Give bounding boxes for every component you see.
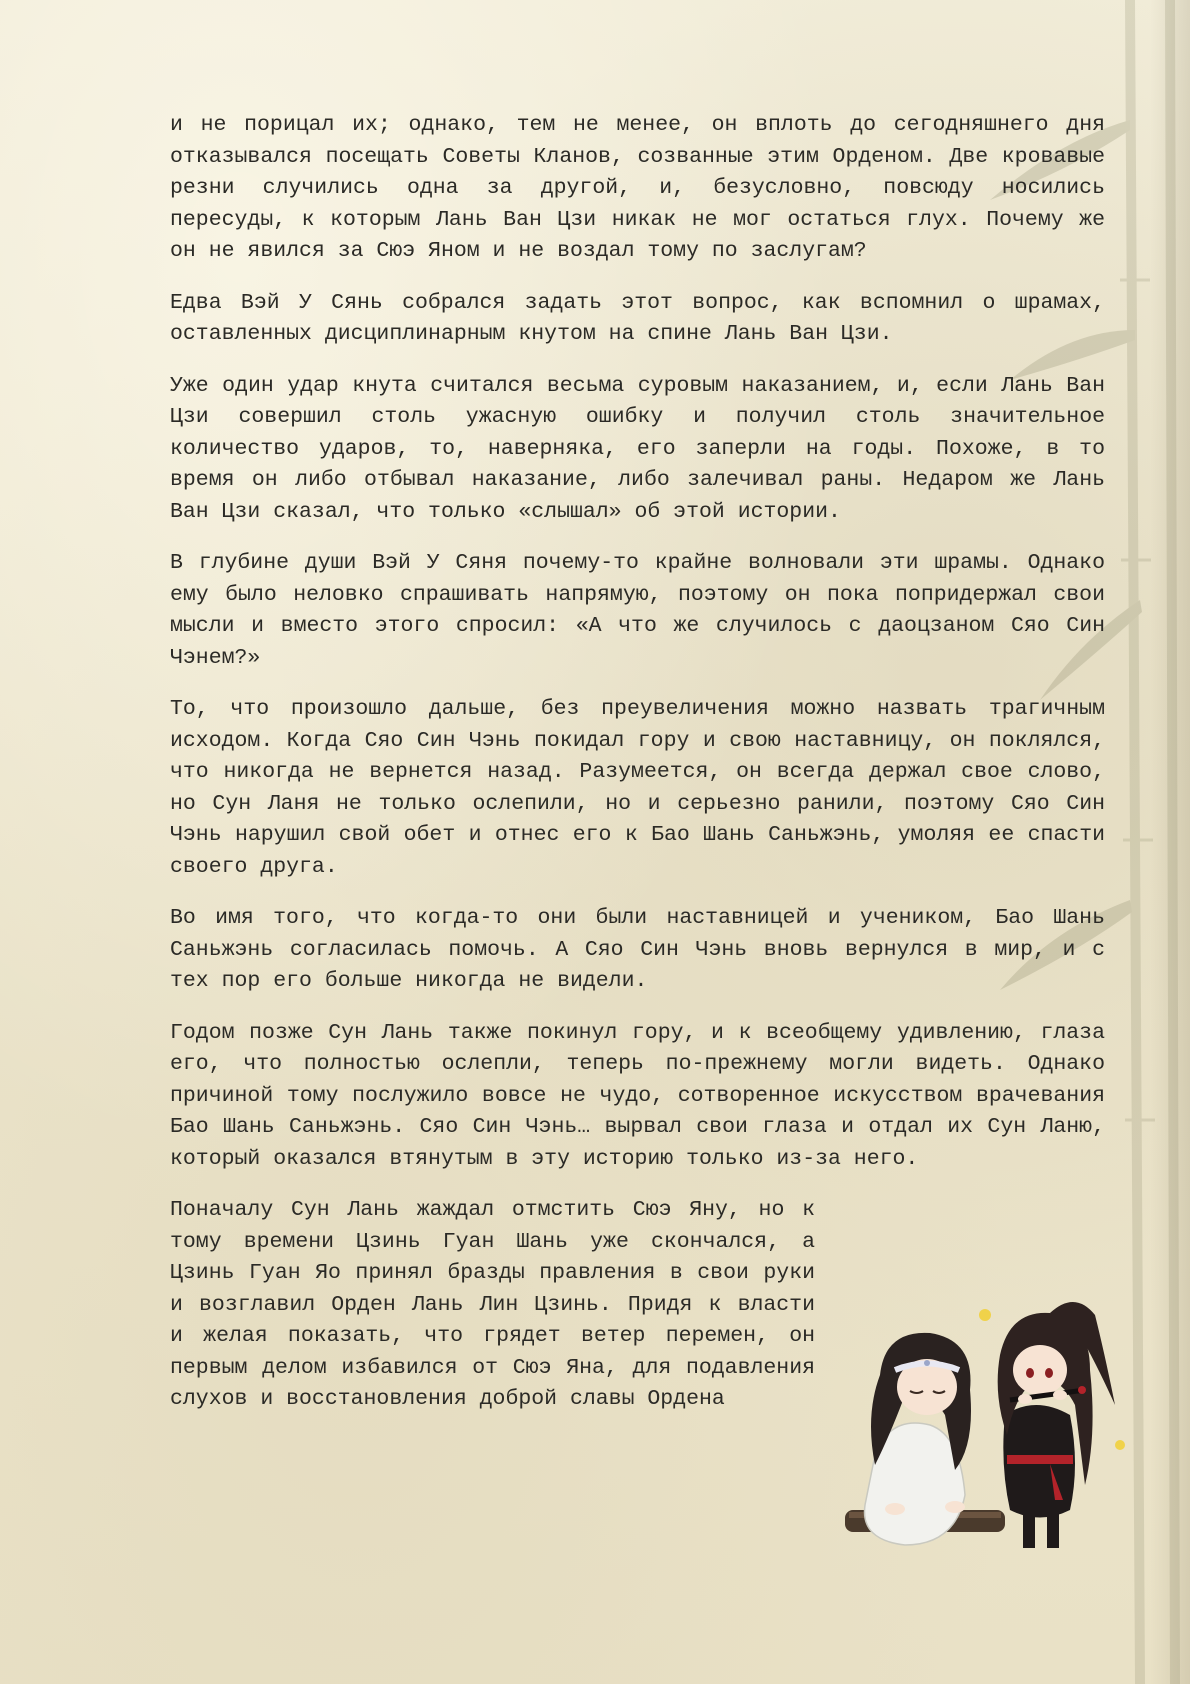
- chibi-characters-illustration: [835, 1295, 1145, 1565]
- book-text: [170, 110, 1105, 1416]
- paragraph-3: Уже один удар кнута считался весьма суровым наказанием, и, если Лань Ван Цзи совершил столь ужасную ошибку и получил столь значительное количество ударов, то, наверняка, его заперли на годы. Похоже, в то время он либо отбывал наказание, либо залечивал раны. Недаром же Лань Ван Цзи сказал, что только «слышал» об этой истории.: [170, 373, 1105, 524]
- paragraph-5: То, что произошло дальше, без преувеличения можно назвать трагичным исходом. Когда Сяо Син Чэнь покидал гору и свою наставницу, он поклялся, что никогда не вернется назад. Разумеется, он всегда держал свое слово, но Сун Ланя не только ослепили, но и серьезно ранили, поэтому Сяо Син Чэнь нарушил свой обет и отнес его к Бао Шань Саньжэнь, умоляя ее спасти своего друга.: [170, 697, 1105, 879]
- paragraph-6: Во имя того, что когда-то они были наставницей и учеником, Бао Шань Саньжэнь согласилась помочь. А Сяо Син Чэнь вновь вернулся в мир, и с тех пор его больше никогда не видели.: [170, 906, 1105, 993]
- paragraph-7: Годом позже Сун Лань также покинул гору, и к всеобщему удивлению, глаза его, что полностью ослепли, теперь по-прежнему могли видеть. Однако причиной тому послужило вовсе не чудо, сотворенное искусством врачевания Бао Шань Саньжэнь. Сяо Син Чэнь… вырвал свои глаза и отдал их Сун Ланю, который оказался втянутым в эту историю только из-за него.: [170, 1020, 1105, 1171]
- paragraph-1: и не порицал их; однако, тем не менее, он вплоть до сегодняшнего дня отказывался посещать Советы Кланов, созванные этим Орденом. Две кровавые резни случились одна за другой, и, безусловно, повсюду носились пересуды, к которым Лань Ван Цзи никак не мог остаться глух. Почему же он не явился за Сюэ Яном и не воздал тому по заслугам?: [170, 113, 1105, 263]
- paragraph-8: Поначалу Сун Лань жаждал отмстить Сюэ Яну, но к тому времени Цзинь Гуан Шань уже скончался, а Цзинь Гуан Яо принял бразды правления в свои руки и возглавил Орден Лань Лин Цзинь. Придя к власти и желая показать, что грядет ветер перемен, он первым делом избавился от Сюэ Яна, для подавления слухов и восстановления доброй славы Ордена: [170, 1198, 815, 1411]
- page-edge-shadow: [1150, 0, 1190, 1684]
- paragraph-4: В глубине души Вэй У Сяня почему-то крайне волновали эти шрамы. Однако ему было неловко спрашивать напрямую, поэтому он пока попридержал свои мысли и вместо этого спросил: «А что же случилось с даоцзаном Сяо Син Чэнем?»: [170, 551, 1105, 670]
- paragraph-2: Едва Вэй У Сянь собрался задать этот вопрос, как вспомнил о шрамах, оставленных дисциплинарным кнутом на спине Лань Ван Цзи.: [170, 290, 1105, 346]
